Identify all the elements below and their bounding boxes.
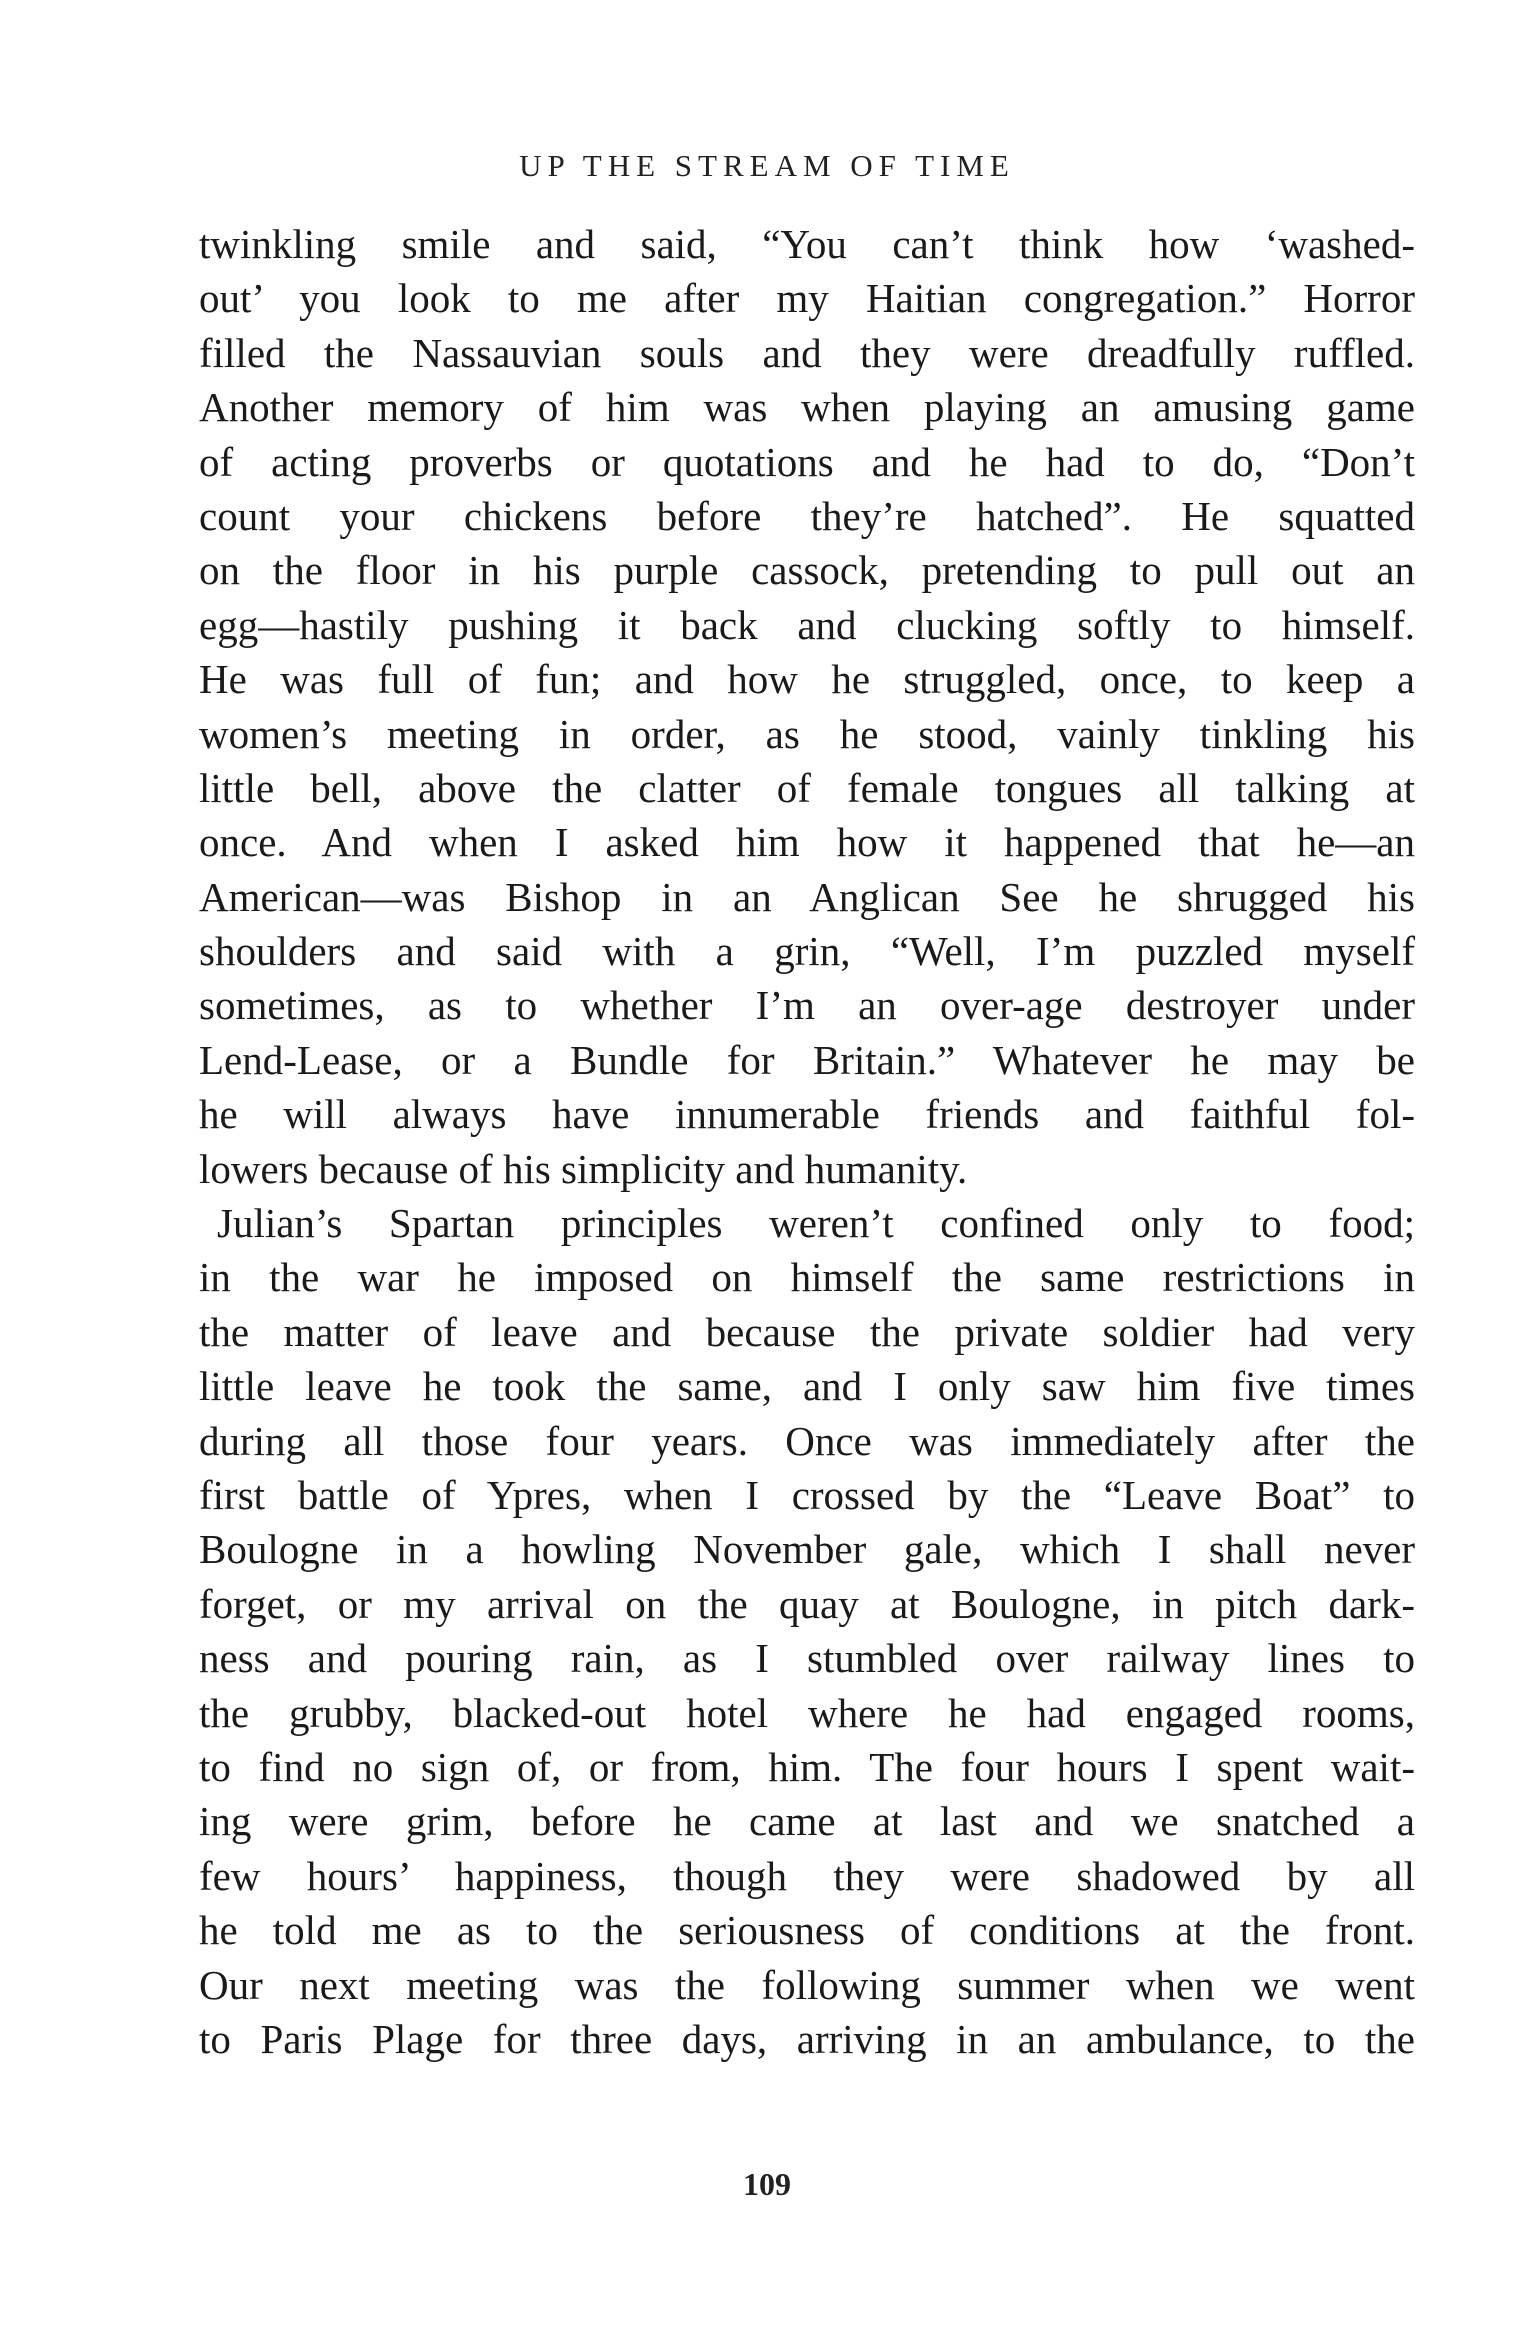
text-line: on the floor in his purple cassock, pretending to pull out an: [199, 547, 1415, 594]
text-line: in the war he imposed on himself the same restrictions in: [199, 1254, 1415, 1301]
text-line: Boulogne in a howling November gale, which I shall never: [199, 1526, 1415, 1573]
text-line: out’ you look to me after my Haitian congregation.” Horror: [199, 275, 1415, 322]
text-line: first battle of Ypres, when I crossed by the “Leave Boat” to: [199, 1471, 1415, 1518]
text-line: the grubby, blacked-out hotel where he had engaged rooms,: [199, 1689, 1415, 1736]
text-line: American—was Bishop in an Anglican See he shrugged his: [199, 873, 1415, 920]
text-line: of acting proverbs or quotations and he had to do, “Don’t: [199, 438, 1415, 485]
text-line: during all those four years. Once was immediately after the: [199, 1417, 1415, 1464]
text-line: He was full of fun; and how he struggled, once, to keep a: [199, 656, 1415, 703]
text-line: once. And when I asked him how it happened that he—an: [199, 819, 1415, 866]
text-line: Lend-Lease, or a Bundle for Britain.” Whatever he may be: [199, 1036, 1415, 1083]
text-line: little bell, above the clatter of female tongues all talking at: [199, 764, 1415, 811]
body-text: [199, 217, 1415, 2066]
text-line: the matter of leave and because the private soldier had very: [199, 1308, 1415, 1355]
text-line: shoulders and said with a grin, “Well, I’m puzzled myself: [199, 928, 1415, 975]
text-line: few hours’ happiness, though they were shadowed by all: [199, 1852, 1415, 1899]
text-line: women’s meeting in order, as he stood, vainly tinkling his: [199, 710, 1415, 757]
text-line: to find no sign of, or from, him. The four hours I spent wait-: [199, 1743, 1415, 1790]
text-line: ing were grim, before he came at last and we snatched a: [199, 1798, 1415, 1845]
text-line: Another memory of him was when playing an amusing game: [199, 384, 1415, 431]
running-head: UP THE STREAM OF TIME: [519, 148, 1015, 183]
text-line: forget, or my arrival on the quay at Boulogne, in pitch dark-: [199, 1580, 1415, 1627]
page-number: 109: [743, 2166, 791, 2202]
text-line: to Paris Plage for three days, arriving in an ambulance, to the: [199, 2015, 1415, 2062]
text-line: Julian’s Spartan principles weren’t confined only to food;: [217, 1200, 1415, 1247]
text-line: he told me as to the seriousness of conditions at the front.: [199, 1907, 1415, 1954]
text-line: little leave he took the same, and I only saw him five times: [199, 1363, 1415, 1410]
text-line: he will always have innumerable friends and faithful fol-: [199, 1091, 1415, 1138]
text-line: filled the Nassauvian souls and they were dreadfully ruffled.: [199, 329, 1415, 376]
text-line: ness and pouring rain, as I stumbled over railway lines to: [199, 1635, 1415, 1682]
text-line: egg—hastily pushing it back and clucking softly to himself.: [199, 601, 1415, 648]
text-line: count your chickens before they’re hatched”. He squatted: [199, 492, 1415, 539]
text-line: lowers because of his simplicity and humanity.: [199, 1145, 968, 1192]
text-line: sometimes, as to whether I’m an over-age destroyer under: [199, 982, 1415, 1029]
text-line: twinkling smile and said, “You can’t think how ‘washed-: [199, 221, 1415, 267]
text-line: Our next meeting was the following summer when we went: [199, 1961, 1415, 2008]
